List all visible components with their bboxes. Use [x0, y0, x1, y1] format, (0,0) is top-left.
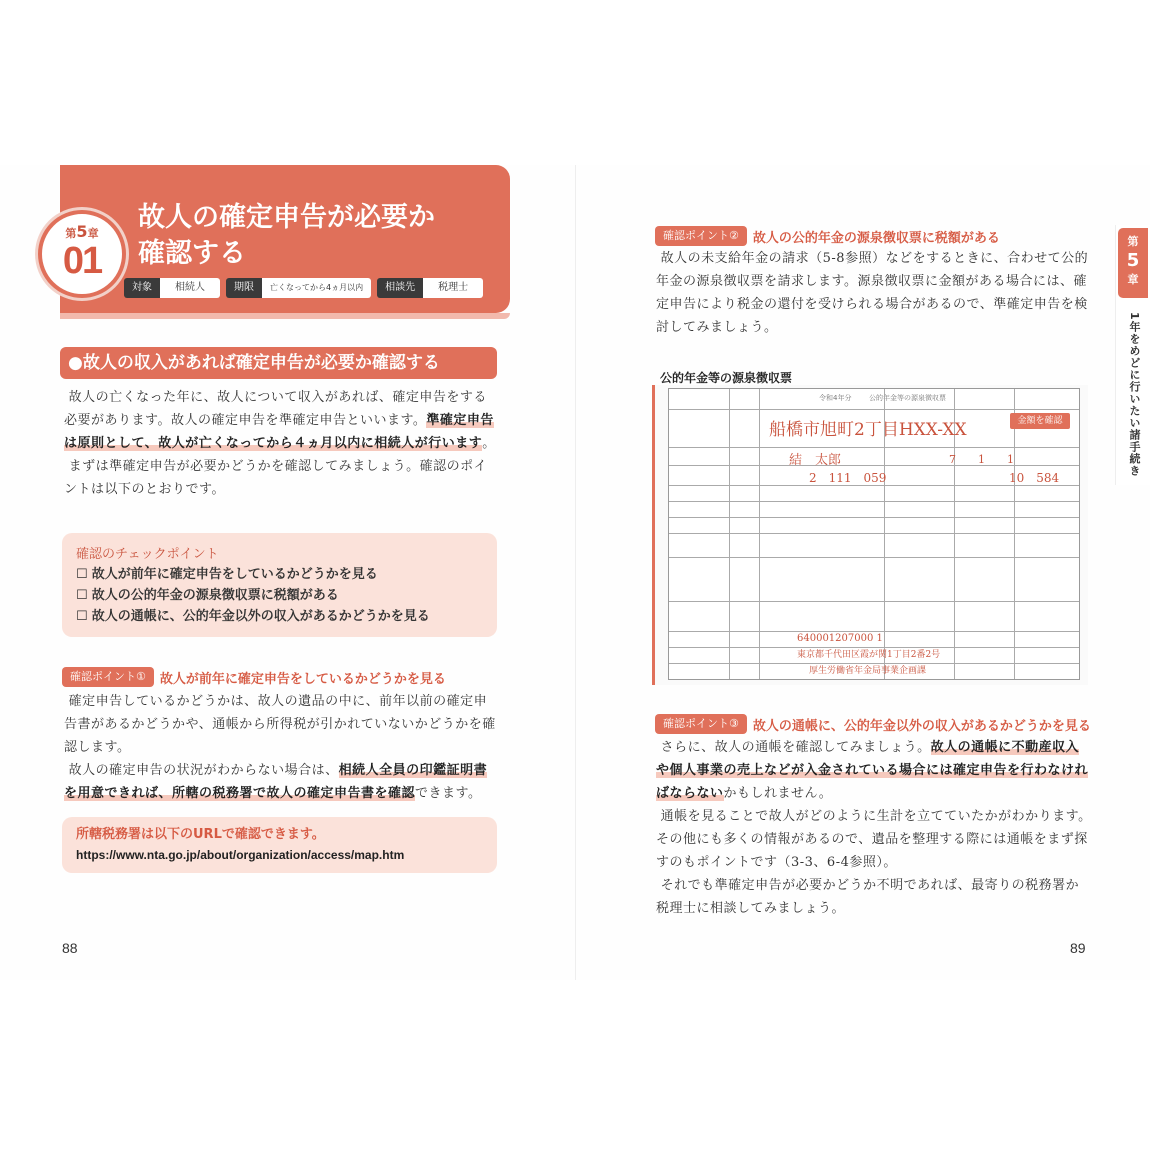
- page-title: 故人の確定申告が必要か 確認する: [138, 202, 435, 269]
- page-number-right: 89: [1070, 940, 1086, 956]
- checklist-box: [62, 533, 497, 637]
- meta-deadline: 期限 亡くなってから4ヵ月以内: [226, 278, 371, 298]
- bullet-icon: ●: [68, 353, 83, 373]
- checklist-title: 確認のチェックポイント: [76, 547, 219, 562]
- meta-target: 対象 相続人: [124, 278, 220, 298]
- point-3: 確認ポイント③ 故人の通帳に、公的年金以外の収入があるかどうかを見る: [655, 714, 1091, 734]
- meta-row: [124, 278, 502, 298]
- meta-consult: 相談先 税理士: [377, 278, 483, 298]
- checklist-item: ☐ 故人が前年に確定申告をしているかどうかを見る: [76, 564, 483, 585]
- url-box: 所轄税務署は以下のURLで確認できます。 https://www.nta.go.jp/about/organization/access/map.htm: [62, 817, 497, 873]
- point-1: 確認ポイント① 故人が前年に確定申告をしているかどうかを見る: [62, 667, 446, 687]
- chapter-badge-label: 第5章: [65, 222, 99, 241]
- amount-check-stamp: 金額を確認: [1010, 413, 1070, 429]
- chapter-item-number: 01: [62, 240, 102, 282]
- side-tab-chapter: 第 5 章: [1118, 228, 1148, 298]
- figure-title: 公的年金等の源泉徴収票: [660, 371, 793, 385]
- checklist-item: ☐ 故人の通帳に、公的年金以外の収入があるかどうかを見る: [76, 606, 483, 627]
- paragraph-intro: 故人の亡くなった年に、故人について収入があれば、確定申告をする必要があります。故人の確定申告を準確定申告といいます。準確定申告は原則として、故人が亡くなってから４ヵ月以内に相続人が行います。 まずは準確定申告が必要かどうかを確認してみましょう。確認のポイントは以下のとおりです。: [64, 390, 496, 497]
- checklist-item: ☐ 故人の公的年金の源泉徴収票に税額がある: [76, 585, 483, 606]
- page-gutter: [575, 165, 576, 980]
- page-number-left: 88: [62, 940, 78, 956]
- paragraph-point3: さらに、故人の通帳を確認してみましょう。故人の通帳に不動産収入や個人事業の売上などが入金されている場合には確定申告を行わなければならないかもしれません。 通帳を見ることで故人がどのように生計を立てていたかがわかります。その他にも多くの情報があるので、遺品を整理する際には通帳をまず探すのもポイントです（3-3、6-4参照）。 それでも準確定申告が必要かどうか不明であれば、最寄りの税務署か税理士に相談してみましょう。: [656, 740, 1092, 916]
- paragraph-point1: 確定申告しているかどうかは、故人の遺品の中に、前年以前の確定申告書があるかどうかや、通帳から所得税が引かれていないかどうかを確認します。 故人の確定申告の状況がわからない場合は、相続人全員の印鑑証明書を用意できれば、所轄の税務署で故人の確定申告書を確認できます。: [64, 694, 496, 801]
- paragraph-point2: 故人の未支給年金の請求（5-8参照）などをするときに、合わせて公的年金の源泉徴収票を請求します。源泉徴収票に金額がある場合には、確定申告により税金の還付を受けられる場合があるので、準確定申告を検討してみましょう。: [656, 251, 1089, 335]
- section-heading: ●故人の収入があれば確定申告が必要か確認する: [60, 347, 497, 379]
- side-tab-label: 1年をめどに行いたい諸手続き: [1128, 312, 1141, 477]
- withholding-slip-image: 令和4年分 公的年金等の源泉徴収票 船橋市旭町2丁目HXX-XX 結 太郎 7 1 1 2 111 059 10 584 640001207000 1 東京都千代田区霞が関1丁目2番2号 厚生労働省年金局事業企画課: [668, 388, 1080, 680]
- tax-office-url[interactable]: https://www.nta.go.jp/about/organization/access/map.htm: [76, 848, 405, 862]
- point-2: 確認ポイント② 故人の公的年金の源泉徴収票に税額がある: [655, 226, 1000, 246]
